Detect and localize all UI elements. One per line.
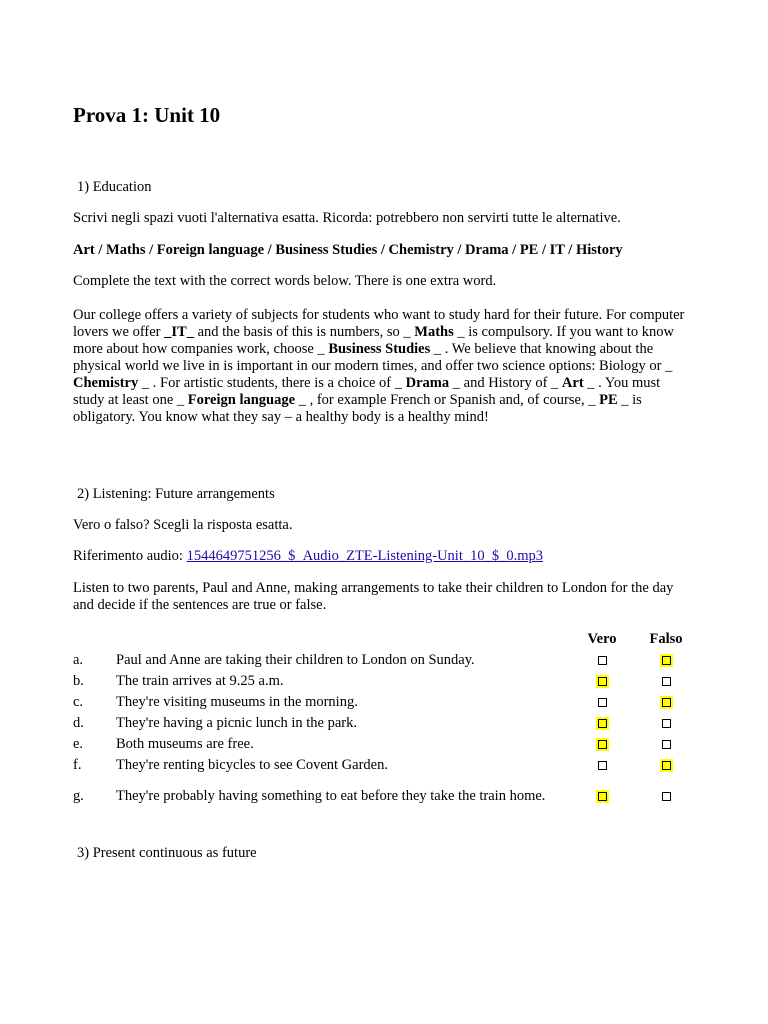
answer-art: Art (561, 375, 584, 391)
vero-checkbox[interactable] (598, 719, 607, 728)
question-text: They're visiting museums in the morning. (116, 694, 358, 710)
falso-checkbox[interactable] (662, 719, 671, 728)
answer-business-studies: Business Studies (328, 341, 431, 357)
falso-cell (634, 734, 698, 755)
header-spacer (70, 628, 116, 650)
falso-cell (634, 713, 698, 734)
paragraph-text: _ is obligatory. You know what they say – a healthy body is a healthy mind! (73, 392, 642, 425)
falso-cell (634, 755, 698, 776)
paragraph-text: _ . We believe that knowing about the physical world we live in is important in our modern times, and offer two science options: Biology or _ (73, 341, 673, 374)
question-letter: g. (73, 787, 84, 804)
question-row (70, 671, 698, 692)
vero-cell (570, 734, 634, 755)
vero-checkbox[interactable] (598, 740, 607, 749)
question-letter: a. (73, 652, 84, 668)
section-2-instruction: Vero o falso? Scegli la risposta esatta. (73, 517, 293, 533)
vero-checkbox[interactable] (598, 761, 607, 770)
question-row (70, 650, 698, 671)
answer-chemistry: Chemistry (73, 375, 139, 391)
falso-cell (634, 776, 698, 816)
question-row (70, 776, 698, 816)
vero-checkbox[interactable] (598, 792, 607, 801)
answer-it: _IT_ (164, 324, 194, 340)
answer-maths: Maths (414, 324, 454, 340)
answer-foreign-language: Foreign language (187, 392, 296, 408)
audio-label: Riferimento audio: (73, 548, 187, 564)
falso-checkbox[interactable] (662, 740, 671, 749)
vero-checkbox[interactable] (598, 677, 607, 686)
audio-link[interactable]: 1544649751256_$_Audio_ZTE-Listening-Unit_10_$_0.mp3 (186, 548, 543, 564)
falso-cell (634, 671, 698, 692)
vero-cell (570, 671, 634, 692)
section-1-heading: 1) Education (77, 179, 152, 195)
question-text: They're probably having something to eat before they take the train home. (116, 787, 546, 804)
question-row (70, 755, 698, 776)
falso-checkbox[interactable] (662, 677, 671, 686)
question-letter: e. (73, 736, 84, 752)
paragraph-text: _ is compulsory. If you want to know more about how companies work, choose _ (73, 324, 674, 357)
falso-checkbox[interactable] (662, 792, 671, 801)
falso-checkbox[interactable] (662, 656, 671, 665)
section-1-prompt: Complete the text with the correct words below. There is one extra word. (73, 273, 497, 289)
question-text: Both museums are free. (116, 736, 254, 752)
word-options: Art / Maths / Foreign language / Business Studies / Chemistry / Drama / PE / IT / History (73, 242, 623, 258)
question-row (70, 713, 698, 734)
vero-cell (570, 755, 634, 776)
paragraph-text: _ . You must study at least one _ (73, 375, 661, 408)
answer-drama: Drama (405, 375, 450, 391)
answer-pe: PE (599, 392, 618, 408)
vero-cell (570, 713, 634, 734)
vero-checkbox[interactable] (598, 656, 607, 665)
falso-cell (634, 650, 698, 671)
question-letter: c. (73, 694, 84, 710)
section-3-heading: 3) Present continuous as future (77, 845, 257, 861)
question-letter: b. (73, 673, 84, 689)
cloze-paragraph (73, 307, 695, 426)
column-header-falso: Falso (649, 630, 683, 647)
page-title: Prova 1: Unit 10 (73, 103, 221, 127)
falso-cell (634, 692, 698, 713)
section-2-prompt: Listen to two parents, Paul and Anne, making arrangements to take their children to London for the day and decide if the sentences are true or false. (73, 580, 674, 613)
question-text: The train arrives at 9.25 a.m. (116, 673, 284, 689)
question-text: They're having a picnic lunch in the park. (116, 715, 357, 731)
true-false-table (70, 628, 698, 816)
question-letter: d. (73, 715, 84, 731)
section-1-instruction: Scrivi negli spazi vuoti l'alternativa esatta. Ricorda: potrebbero non servirti tutte le alternative. (73, 210, 621, 226)
vero-cell (570, 776, 634, 816)
section-2-heading: 2) Listening: Future arrangements (77, 486, 275, 502)
paragraph-text: _ and History of _ (449, 375, 562, 391)
vero-cell (570, 692, 634, 713)
paragraph-text: _ . For artistic students, there is a choice of _ (138, 375, 406, 391)
paragraph-text: and the basis of this is numbers, so _ (193, 324, 415, 340)
question-text: Paul and Anne are taking their children to London on Sunday. (116, 652, 475, 668)
question-text: They're renting bicycles to see Covent Garden. (116, 757, 388, 773)
falso-checkbox[interactable] (662, 698, 671, 707)
paragraph-text: Our college offers a variety of subjects for students who want to study hard for their future. For computer lovers we offer (73, 307, 685, 340)
question-row (70, 692, 698, 713)
header-spacer (116, 628, 570, 650)
falso-checkbox[interactable] (662, 761, 671, 770)
question-row (70, 734, 698, 755)
paragraph-text: _ , for example French or Spanish and, of course, _ (295, 392, 600, 408)
vero-cell (570, 650, 634, 671)
audio-reference (73, 548, 695, 565)
column-header-vero: Vero (587, 630, 617, 647)
vero-checkbox[interactable] (598, 698, 607, 707)
question-letter: f. (73, 757, 82, 773)
